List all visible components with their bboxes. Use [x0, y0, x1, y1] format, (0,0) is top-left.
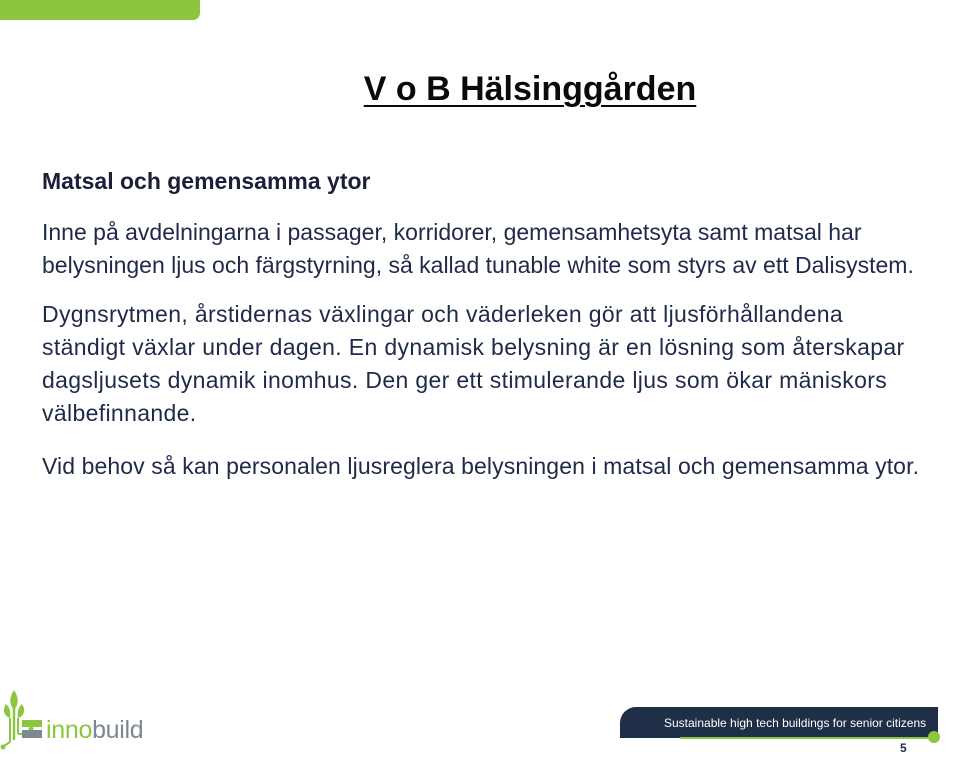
- logo-wordmark: [46, 716, 143, 745]
- logo-wordmark-inno: inno: [46, 716, 93, 744]
- page-title-text: V o B Hälsinggården: [363, 70, 697, 108]
- footer-accent-dot: [928, 731, 940, 743]
- paragraph-3: Vid behov så kan personalen ljusreglera belysningen i matsal och gemensamma ytor.: [42, 453, 920, 479]
- footer-tagline: Sustainable high tech buildings for senior citizens: [664, 716, 927, 730]
- footer-accent-line: [680, 737, 932, 739]
- paragraph-1: Inne på avdelningarna i passager, korridorer, gemensamhetsyta samt matsal har belysningen ljus och färgstyrning, så kallad tunable white som styrs av ett Dalisystem.: [42, 219, 914, 278]
- paragraph-2: Dygnsrytmen, årstidernas växlingar och väderleken gör att ljusförhållandena ständigt växlar under dagen. En dynamisk belysning är en lösning som återskapar dagsljusets dynamik inomhus. Den ger ett stimulerande ljus som ökar mäniskors välbefinnande.: [42, 301, 905, 426]
- section-subtitle: Matsal och gemensamma ytor: [42, 168, 371, 194]
- page-title: [0, 70, 960, 109]
- main-content: [42, 168, 932, 499]
- top-accent-bar: [0, 0, 200, 20]
- page-number: 5: [900, 741, 907, 755]
- logo-wordmark-build: build: [92, 716, 144, 744]
